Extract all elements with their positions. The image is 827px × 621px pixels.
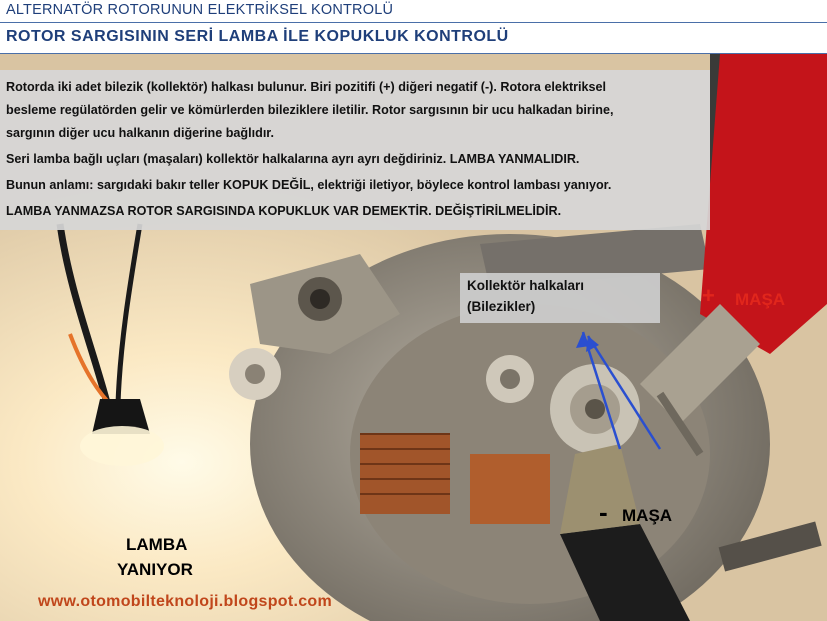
page-subtitle: ROTOR SARGISININ SERİ LAMBA İLE KOPUKLUK KONTROLÜ: [6, 28, 509, 45]
callout-line-1: Kollektör halkaları: [467, 278, 585, 293]
callout-line-2: (Bilezikler): [467, 299, 536, 314]
subtitle-bar: [0, 23, 827, 54]
slip-ring-callout: [460, 273, 660, 323]
website-link[interactable]: www.otomobilteknoloji.blogspot.com: [38, 593, 333, 610]
title-bar: [0, 0, 827, 23]
page-title: ALTERNATÖR ROTORUNUN ELEKTRİKSEL KONTROLÜ: [6, 2, 394, 18]
description-line: LAMBA YANMAZSA ROTOR SARGISINDA KOPUKLUK VAR DEMEKTİR. DEĞİŞTİRİLMELİDİR.: [6, 204, 562, 218]
plus-sign: +: [702, 283, 715, 308]
positive-clamp-label: MAŞA: [735, 290, 786, 309]
minus-sign: -: [599, 497, 608, 527]
description-line: Seri lamba bağlı uçları (maşaları) kollektör halkalarına ayrı ayrı değdiriniz. LAMBA YANMALIDIR.: [6, 152, 580, 166]
description-line: sargının diğer ucu halkanın diğerine bağlıdır.: [6, 126, 275, 140]
lamp-status-line-1: LAMBA: [126, 535, 188, 554]
description-line: Rotorda iki adet bilezik (kollektör) halkası bulunur. Biri pozitifi (+) diğeri negatif (-). Rotora elektriksel: [6, 80, 607, 94]
lamp-status-line-2: YANIYOR: [117, 560, 193, 579]
description-line: Bunun anlamı: sargıdaki bakır teller KOPUK DEĞİL, elektriği iletiyor, böylece kontrol lambası yanıyor.: [6, 178, 612, 192]
negative-clamp-label: MAŞA: [622, 506, 673, 525]
description-box: [0, 70, 710, 230]
description-line: besleme regülatörden gelir ve kömürlerden bileziklere iletilir. Rotor sargısının bir ucu halkadan birine,: [6, 103, 614, 117]
